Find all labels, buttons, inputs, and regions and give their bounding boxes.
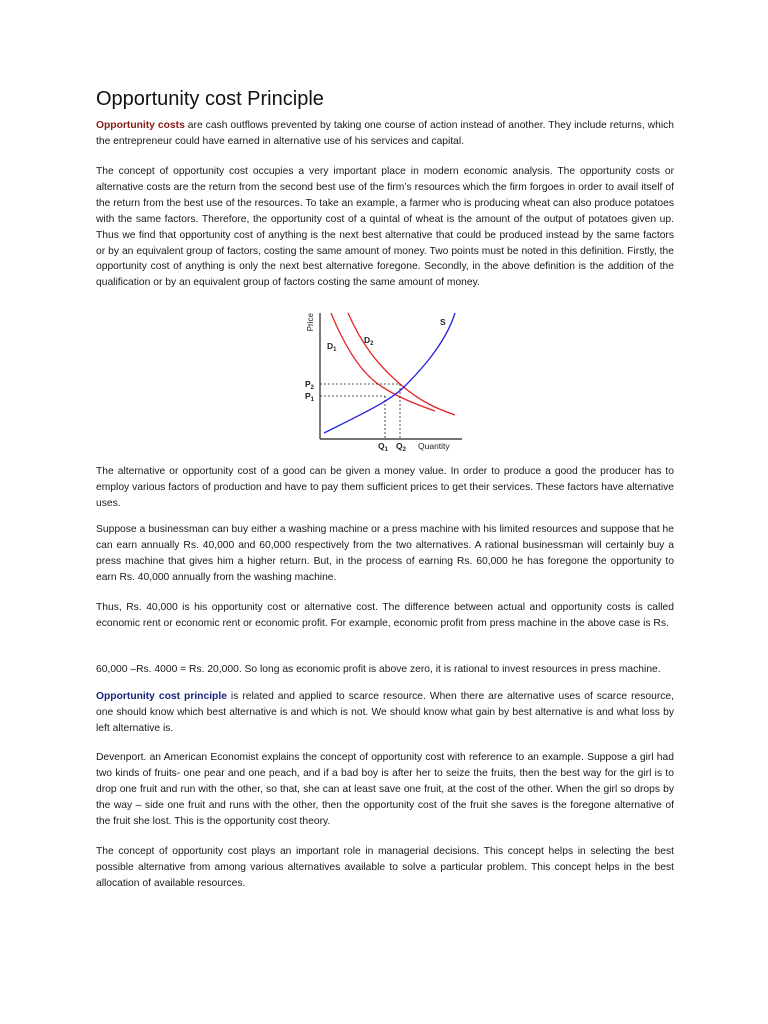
label-d1 bbox=[327, 341, 337, 353]
term-opportunity-costs: Opportunity costs bbox=[96, 120, 185, 131]
paragraph-definition bbox=[96, 118, 674, 150]
tick-q2 bbox=[396, 441, 407, 453]
tick-p2-sub: 2 bbox=[310, 385, 315, 391]
paragraph-principle bbox=[96, 689, 674, 737]
supply-demand-chart bbox=[300, 305, 470, 455]
demand-curve-d2 bbox=[348, 313, 455, 415]
paragraph-concept: The concept of opportunity cost occupies a very important place in modern economic analysis. The opportunity costs or alternative costs are the return from the second best use of the firm’s resources which the firm forgoes in order to avail itself of the return from the best use of the resources. To take an example, a farmer who is producing wheat can also produce potatoes with the same factors. Therefore, the opportunity cost of a quintal of wheat is the amount of the output of potatoes given up. Thus we find that opportunity cost of anything is the next best alternative that could be produced instead by the same factors or by an equivalent group of factors, costing the same amount of money. Two points must be noted in this definition. Firstly, the opportunity cost of anything is only the next best alternative foregone. Secondly, in the above definition is the addition of the qualification or by an equivalent group of factors costing the same amount of money. bbox=[96, 166, 674, 289]
paragraph-calculation: 60,000 –Rs. 4000 = Rs. 20,000. So long as economic profit is above zero, it is rational to invest resources in press machine. bbox=[96, 664, 661, 675]
label-d1-sub: 1 bbox=[333, 347, 337, 353]
y-axis-label: Price bbox=[306, 313, 315, 332]
label-s: S bbox=[440, 317, 446, 327]
term-opportunity-cost-principle: Opportunity cost principle bbox=[96, 691, 227, 702]
paragraph-definition-text: are cash outflows prevented by taking one course of action instead of another. They include returns, which the entrepreneur could have earned in alternative use of his services and capital. bbox=[96, 120, 674, 147]
label-d2-sub: 2 bbox=[370, 341, 374, 347]
paragraph-devenport: Devenport. an American Economist explains the concept of opportunity cost with reference to an example. Suppose a girl had two kinds of fruits- one pear and one peach, and if a bad boy is after her to seize the fruits, then the best way for the girl is to drop one fruit and run with the other, so that, she can at least save one fruit, at the cost of the other. When the girl so drops by the way – side one fruit and runs with the other, then the opportunity cost of the fruit she saves is the foregone alternative of the fruit she lost. This is the opportunity cost theory. bbox=[96, 752, 674, 827]
x-axis-label: Quantity bbox=[418, 441, 450, 451]
demand-curve-d1 bbox=[331, 313, 435, 411]
label-d1-main: D bbox=[327, 341, 334, 351]
paragraph-economic-rent: Thus, Rs. 40,000 is his opportunity cost or alternative cost. The difference between actual and opportunity costs is called economic rent or economic rent or economic profit. For example, economic profit from press machine in the above case is Rs. bbox=[96, 602, 674, 629]
tick-q1 bbox=[378, 441, 389, 453]
label-d2-main: D bbox=[364, 335, 371, 345]
paragraph-businessman-example: Suppose a businessman can buy either a washing machine or a press machine with his limited resources and suppose that he can earn annually Rs. 40,000 and 60,000 respectively from the two alternatives. A rational businessman will certainly buy a press machine that gives him a higher return. But, in the process of earning Rs. 60,000 he has foregone the opportunity to earn Rs. 40,000 annually from the washing machine. bbox=[96, 524, 674, 583]
tick-q1-sub: 1 bbox=[384, 447, 388, 453]
tick-q1-main: Q bbox=[378, 441, 385, 451]
page-title: Opportunity cost Principle bbox=[96, 88, 324, 110]
paragraph-managerial: The concept of opportunity cost plays an important role in managerial decisions. This concept helps in selecting the best possible alternative from among various alternatives available to solve a particular problem. This concept helps in the best allocation of available resources. bbox=[96, 846, 674, 889]
chart-svg bbox=[300, 305, 470, 455]
paragraph-money-value: The alternative or opportunity cost of a good can be given a money value. In order to produce a good the producer has to employ various factors of production and have to pay them sufficient prices to get their services. These factors have alternative uses. bbox=[96, 466, 674, 509]
paragraph-principle-text: is related and applied to scarce resource. When there are alternative uses of scarce resource, one should know which best alternative is and which is not. We should know what gain by best alternative is and what loss by left alternative is. bbox=[96, 691, 674, 734]
tick-p1-sub: 1 bbox=[310, 397, 315, 403]
supply-curve-s bbox=[324, 313, 455, 433]
tick-p1-main: P bbox=[305, 391, 311, 401]
tick-p1 bbox=[305, 391, 315, 403]
tick-p2-main: P bbox=[305, 379, 311, 389]
tick-q2-main: Q bbox=[396, 441, 403, 451]
tick-p2 bbox=[305, 379, 315, 391]
tick-q2-sub: 2 bbox=[402, 447, 406, 453]
